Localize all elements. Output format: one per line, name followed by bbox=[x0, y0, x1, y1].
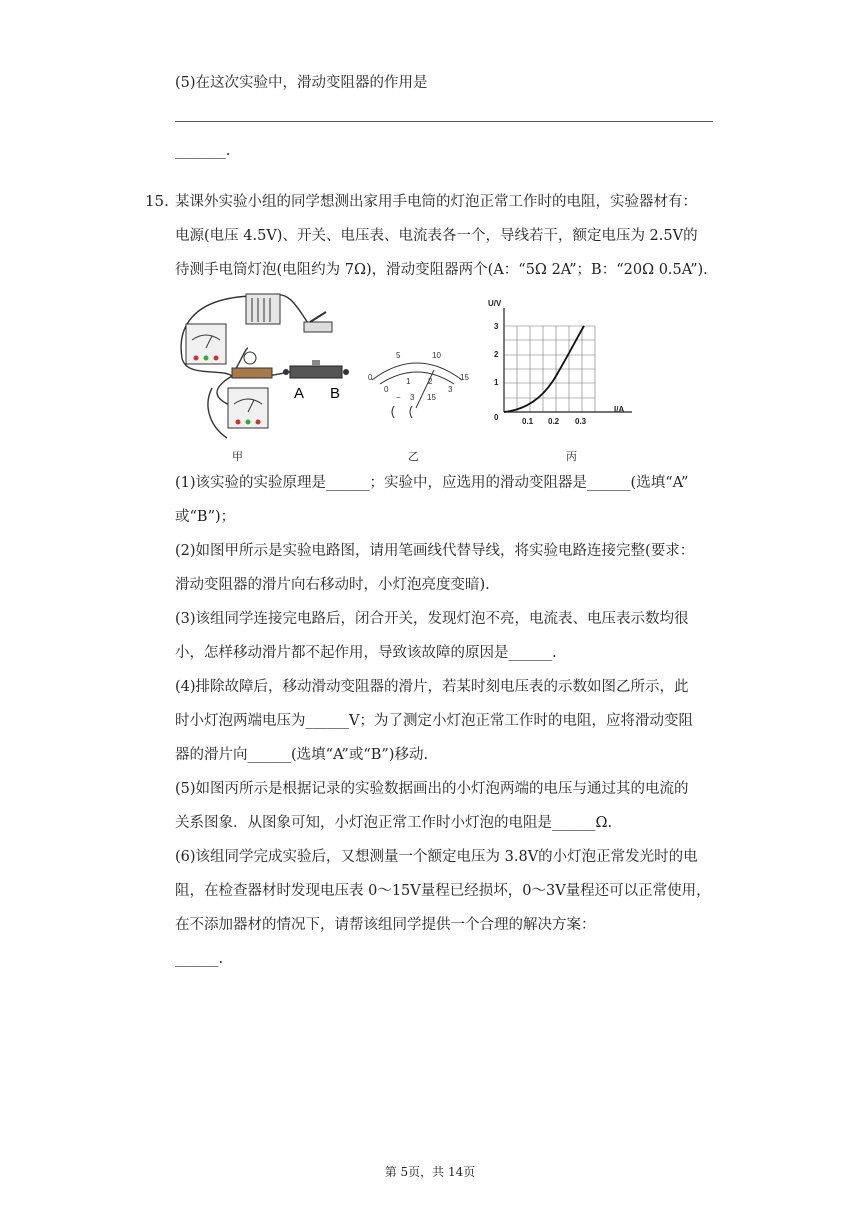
q15-intro-line-3: 待测手电筒灯泡(电阻约为 7Ω)，滑动变阻器两个(A：“5Ω 2A”；B：“20Ω 0.5A”). bbox=[175, 262, 708, 278]
scale-bottom-2: 2 bbox=[428, 377, 433, 386]
graph-ytick-3: 3 bbox=[494, 322, 499, 331]
q15-line-12: (6)该组同学完成实验后，又想测量一个额定电压为 3.8V的小灯泡正常发光时的电 bbox=[175, 849, 698, 865]
scale-bottom-3: 3 bbox=[448, 385, 453, 394]
rheostat-label-b: B bbox=[330, 385, 341, 402]
q15-line-3: (2)如图甲所示是实验电路图，请用笔画线代替导线，将实验电路连接完整(要求： bbox=[175, 543, 695, 559]
q15-line-4: 滑动变阻器的滑片向右移动时，小灯泡亮度变暗). bbox=[175, 577, 490, 593]
terminal-3: 3 bbox=[410, 393, 415, 402]
ammeter-icon bbox=[186, 324, 226, 364]
q15-line-7: (4)排除故障后，移动滑动变阻器的滑片，若某时刻电压表的示数如图乙所示，此 bbox=[175, 679, 689, 695]
terminal-wires bbox=[392, 406, 412, 418]
q15-intro-line-1: 某课外实验小组的同学想测出家用手电筒的灯泡正常工作时的电阻，实验器材有： bbox=[175, 194, 697, 210]
q15-line-9: 器的滑片向______(选填“A”或“B”)移动. bbox=[175, 747, 429, 763]
q15-intro-line-2: 电源(电压 4.5V)、开关、电压表、电流表各一个，导线若干，额定电压为 2.5V的 bbox=[175, 228, 698, 244]
rheostat-label-a: A bbox=[294, 385, 305, 402]
battery-icon bbox=[246, 294, 280, 324]
q15-line-5: (3)该组同学连接完电路后，闭合开关，发现灯泡不亮，电流表、电压表示数均很 bbox=[175, 611, 689, 627]
u-i-graph bbox=[488, 299, 632, 426]
q15-line-1: (1)该实验的实验原理是______；实验中，应选用的滑动变阻器是______(选填“A” bbox=[175, 475, 689, 491]
q15-line-15: ______. bbox=[175, 951, 224, 967]
question-number: 15. bbox=[145, 192, 169, 210]
q15-line-14: 在不添加器材的情况下，请帮该组同学提供一个合理的解决方案： bbox=[175, 917, 596, 933]
caption-jia: 甲 bbox=[232, 450, 243, 463]
graph-xlabel: I/A bbox=[614, 405, 625, 414]
scale-end-15: 15 bbox=[460, 373, 469, 382]
graph-xtick-0.3: 0.3 bbox=[575, 417, 587, 426]
answer-blank-line bbox=[175, 121, 713, 122]
scale-top-5: 5 bbox=[396, 351, 401, 360]
q15-line-11: 关系图象．从图象可知，小灯泡正常工作时小灯泡的电阻是______Ω. bbox=[175, 815, 613, 831]
graph-origin: 0 bbox=[494, 413, 499, 422]
scale-top-10: 10 bbox=[432, 351, 441, 360]
caption-yi: 乙 bbox=[408, 450, 419, 463]
q15-line-13: 阻，在检查器材时发现电压表 0～15V量程已经损坏，0～3V量程还可以正常使用， bbox=[175, 883, 711, 899]
scale-end-0: 0 bbox=[368, 373, 373, 382]
switch-icon bbox=[304, 312, 332, 332]
q15-line-10: (5)如图丙所示是根据记录的实验数据画出的小灯泡两端的电压与通过其的电流的 bbox=[175, 781, 689, 797]
terminal-15: 15 bbox=[427, 393, 436, 402]
caption-bing: 丙 bbox=[566, 450, 577, 463]
graph-ytick-1: 1 bbox=[494, 378, 499, 387]
q15-line-2: 或“B”)； bbox=[175, 509, 236, 525]
q15-line-6: 小，怎样移动滑片都不起作用，导致该故障的原因是______. bbox=[175, 645, 557, 661]
graph-xtick-0.2: 0.2 bbox=[548, 417, 560, 426]
graph-ylabel: U/V bbox=[488, 299, 502, 308]
scale-bottom-1: 1 bbox=[406, 377, 411, 386]
graph-ytick-2: 2 bbox=[494, 350, 499, 359]
terminal-minus: − bbox=[396, 393, 401, 402]
graph-xtick-0.1: 0.1 bbox=[522, 417, 534, 426]
scale-bottom-0: 0 bbox=[384, 385, 389, 394]
q14-item5-blank: _______. bbox=[175, 143, 231, 159]
q14-item5-text: (5)在这次实验中，滑动变阻器的作用是 bbox=[175, 75, 428, 91]
rheostat-icon bbox=[283, 360, 349, 378]
page-footer: 第 5页，共 14页 bbox=[384, 1165, 476, 1179]
experiment-figure bbox=[172, 288, 632, 468]
voltmeter-icon bbox=[228, 388, 268, 428]
q15-line-8: 时小灯泡两端电压为______V；为了测定小灯泡正常工作时的电阻，应将滑动变阻 bbox=[175, 713, 693, 729]
